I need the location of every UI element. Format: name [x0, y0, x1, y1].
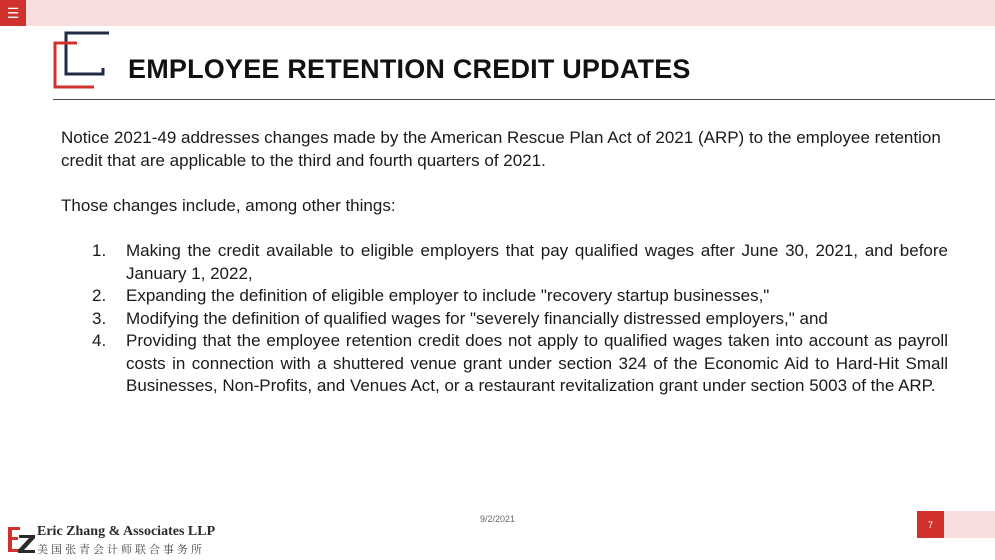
list-item: [92, 240, 948, 285]
list-item: [92, 308, 948, 331]
ez-monogram-logo: [5, 523, 37, 555]
list-item: [92, 330, 948, 398]
firm-brand: [5, 523, 220, 557]
slide-title: EMPLOYEE RETENTION CREDIT UPDATES: [128, 54, 691, 84]
list-item-text: Providing that the employee retention credit does not apply to qualified wages taken into account as payroll costs in connection with a shuttered venue grant under section 324 of the Economic Aid to Hard-Hit Small Businesses, Non-Profits, and Venues Act, or a restaurant revitalization grant under section 5003 of the ARP.: [126, 331, 948, 395]
list-item-number: 4.: [92, 331, 107, 350]
footer-date: 9/2/2021: [480, 514, 516, 524]
title-divider: [53, 99, 995, 100]
intro-paragraph: Notice 2021-49 addresses changes made by the American Rescue Plan Act of 2021 (ARP) to the employee retention credit that are applicable to the third and fourth quarters of 2021.: [61, 128, 941, 170]
list-item-text: Modifying the definition of qualified wages for "severely financially distressed employers," and: [126, 308, 828, 328]
hamburger-menu-icon: ☰: [6, 5, 20, 21]
page-number-tail: [944, 511, 995, 538]
firm-name: Eric Zhang & Associates LLP: [37, 524, 216, 539]
changes-list: [92, 240, 948, 398]
list-item-text: Making the credit available to eligible employers that pay qualified wages after June 30, 2021, and before January 1, 2022,: [126, 241, 948, 283]
page-number: 7: [917, 511, 944, 538]
lead-paragraph: Those changes include, among other things:: [61, 196, 396, 215]
list-item-number: 1.: [92, 241, 107, 260]
list-item-number: 3.: [92, 308, 107, 328]
bracket-logo-icon: [53, 31, 111, 89]
hamburger-menu-button[interactable]: [0, 0, 26, 26]
list-item-text: Expanding the definition of eligible employer to include "recovery startup businesses,": [126, 286, 770, 305]
top-bar: [0, 0, 995, 26]
list-item-number: 2.: [92, 286, 107, 305]
list-item: [92, 285, 948, 308]
firm-name-chinese: 美国张青会计师联合事务所: [37, 543, 205, 556]
